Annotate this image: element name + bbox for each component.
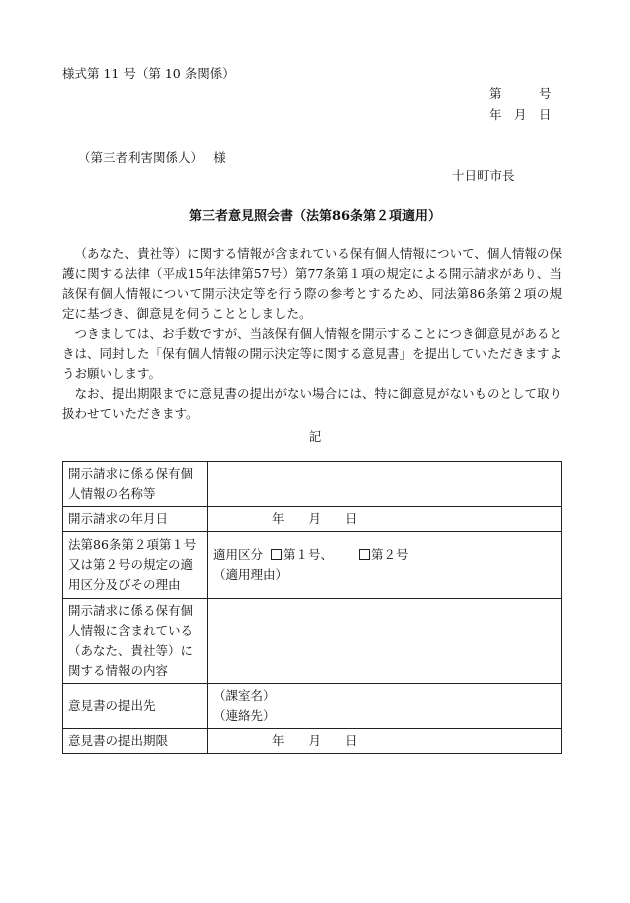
table-row: [63, 599, 562, 684]
month-unit: 月: [308, 733, 322, 748]
row-label: 開示請求の年月日: [63, 507, 208, 532]
day-unit: 日: [345, 733, 358, 748]
document-number: 第 号: [489, 86, 552, 101]
body-paragraph: つきましては、お手数ですが、当該保有個人情報を開示することにつき御意見があるときは、同封した「保有個人情報の開示決定等に関する意見書」を提出していただきますようお願いします。: [62, 326, 563, 381]
option-2-label: 第２号: [371, 547, 409, 562]
month-unit: 月: [308, 511, 322, 526]
document-date: 年 月 日: [489, 107, 552, 122]
checkbox-option-1[interactable]: [271, 549, 282, 560]
department-label: （課室名）: [213, 688, 276, 703]
row-label: 開示請求に係る保有個人情報の名称等: [63, 462, 208, 507]
body-text: [62, 244, 562, 424]
table-row: [63, 507, 562, 532]
deadline-date-field[interactable]: [208, 729, 562, 754]
submission-destination[interactable]: [208, 684, 562, 729]
body-paragraph: なお、提出期限までに意見書の提出がない場合には、特に御意見がないものとして取り扱わせていただきます。: [62, 386, 563, 421]
form-number: 様式第 11 号（第 10 条関係）: [62, 66, 235, 81]
row-label: 意見書の提出先: [63, 684, 208, 729]
contact-label: （連絡先）: [213, 708, 276, 723]
request-date-field[interactable]: [208, 507, 562, 532]
addressee: （第三者利害関係人） 様: [78, 150, 226, 165]
reason-label[interactable]: （適用理由）: [213, 567, 289, 582]
year-unit: 年: [272, 511, 285, 526]
table-row: [63, 729, 562, 754]
table-row: [63, 532, 562, 599]
row-label: 開示請求に係る保有個人情報に含まれている（あなた、貴社等）に関する情報の内容: [63, 599, 208, 684]
info-table: [62, 461, 562, 754]
option-1-label: 第１号、: [283, 547, 334, 562]
row-label: 意見書の提出期限: [63, 729, 208, 754]
category-label: 適用区分: [213, 547, 264, 562]
sender: 十日町市長: [452, 168, 515, 183]
document-title: 第三者意見照会書（法第86条第２項適用）: [188, 209, 442, 224]
ki-heading: 記: [308, 429, 322, 444]
day-unit: 日: [345, 511, 358, 526]
row-label: 法第86条第２項第１号又は第２号の規定の適用区分及びその理由: [63, 532, 208, 599]
category-cell: [208, 532, 562, 599]
body-paragraph: （あなた、貴社等）に関する情報が含まれている保有個人情報について、個人情報の保護に関する法律（平成15年法律第57号）第77条第１項の規定による開示請求があり、当該保有個人情報について開示決定等を行う際の参考とするため、同法第86条第２項の規定に基づき、御意見を伺うこととしました。: [62, 246, 562, 321]
row-value[interactable]: [208, 599, 562, 684]
table-row: [63, 462, 562, 507]
year-unit: 年: [272, 733, 285, 748]
row-value[interactable]: [208, 462, 562, 507]
table-row: [63, 684, 562, 729]
checkbox-option-2[interactable]: [359, 549, 370, 560]
